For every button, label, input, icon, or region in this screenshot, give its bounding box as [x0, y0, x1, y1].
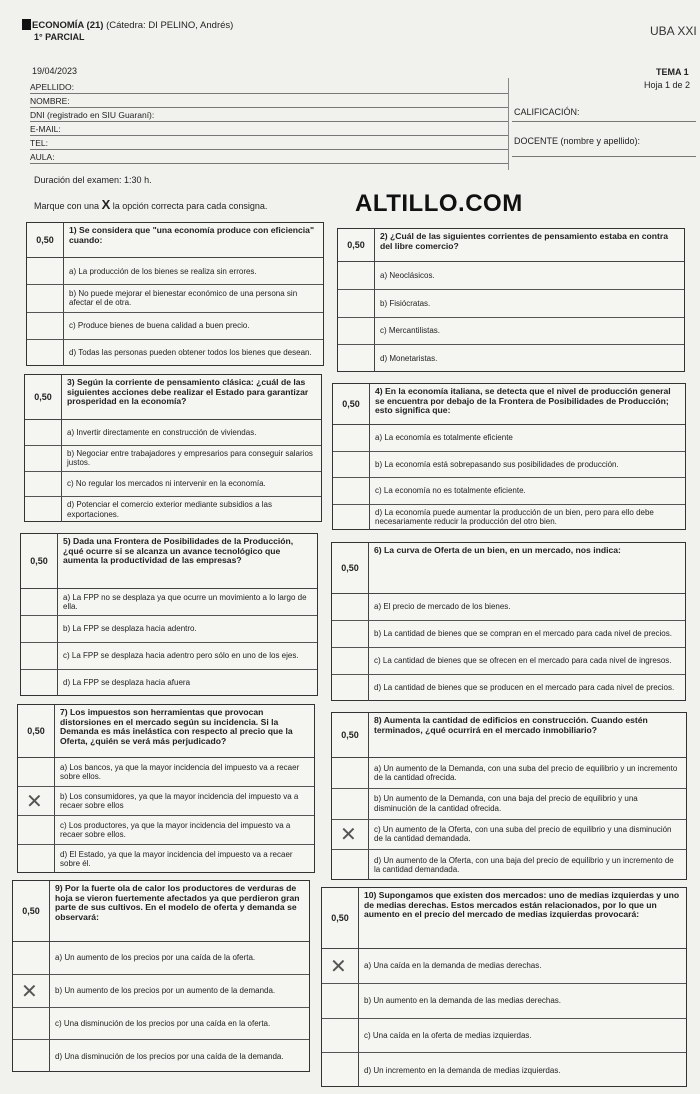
institution: UBA XXI: [650, 24, 697, 38]
question-points: 0,50: [332, 713, 369, 757]
answer-option[interactable]: [13, 942, 309, 975]
answer-text: d) Un aumento de la Oferta, con una baja del precio de equilibrio y un incremento de la cantidad demandada.: [374, 855, 674, 875]
answer-text: a) La economía es totalmente eficiente: [375, 433, 513, 443]
answer-checkbox[interactable]: [25, 472, 62, 497]
answer-text: b) La FPP se desplaza hacia adentro.: [63, 624, 197, 634]
answer-option[interactable]: [333, 505, 685, 531]
answer-text: a) El precio de mercado de los bienes.: [374, 602, 511, 612]
answer-option[interactable]: [332, 850, 686, 880]
answer-checkbox[interactable]: [338, 290, 375, 317]
field-email[interactable]: E-MAIL:: [30, 124, 61, 134]
question-8: [331, 712, 687, 880]
question-header: [25, 375, 321, 420]
handwritten-x-icon: ✕: [330, 953, 347, 978]
question-points: 0,50: [27, 223, 64, 257]
question-header: [338, 229, 684, 262]
answer-checkbox[interactable]: [27, 313, 64, 339]
answer-text: c) La economía no es totalmente eficiente.: [375, 486, 526, 496]
question-6: [331, 542, 686, 701]
answer-option[interactable]: [18, 758, 314, 787]
answer-checkbox[interactable]: [18, 787, 55, 815]
answer-text: b) Un aumento de los precios por un aumento de la demanda.: [55, 986, 276, 996]
answer-text: a) Un aumento de los precios por una caída de la oferta.: [55, 953, 256, 963]
answer-option[interactable]: [338, 318, 684, 346]
question-1: [26, 222, 324, 366]
field-calificacion-line: [512, 121, 696, 122]
field-apellido-line: [30, 93, 508, 94]
question-text: 2) ¿Cuál de las siguientes corrientes de pensamiento estaba en contra del libre comercio?: [380, 231, 668, 251]
answer-option[interactable]: [338, 262, 684, 290]
question-points: 0,50: [338, 229, 375, 261]
x-mark-icon: X: [101, 197, 111, 212]
field-calificacion[interactable]: CALIFICACIÓN:: [514, 107, 580, 117]
answer-checkbox[interactable]: [27, 340, 64, 366]
answer-checkbox[interactable]: [18, 758, 55, 786]
question-points: 0,50: [25, 375, 62, 419]
question-9: [12, 880, 310, 1072]
answer-option[interactable]: [332, 594, 685, 621]
answer-option[interactable]: [333, 478, 685, 505]
answer-option[interactable]: [332, 621, 685, 648]
question-header: [332, 713, 686, 758]
handwritten-x-icon: ✕: [26, 789, 43, 813]
answer-checkbox[interactable]: [332, 621, 369, 647]
field-dni-line: [30, 121, 508, 122]
question-header: [21, 534, 317, 589]
question-header: [18, 705, 314, 758]
answer-checkbox[interactable]: [332, 820, 369, 850]
page-indicator: Hoja 1 de 2: [644, 80, 691, 90]
answer-checkbox[interactable]: [18, 845, 55, 873]
answer-option[interactable]: [25, 472, 321, 498]
question-text: 5) Dada una Frontera de Posibilidades de la Producción, ¿qué ocurre si se alcanza un avance tecnológico que aumenta la productividad de las empresas?: [63, 536, 294, 566]
answer-text: a) Los bancos, ya que la mayor incidencia del impuesto va a recaer sobre ellos.: [60, 762, 300, 781]
question-text: 9) Por la fuerte ola de calor los productores de verduras de hoja se vieron fuertemente afectados ya que perdieron gran parte de sus cultivos. En el modelo de oferta y demanda se observará:: [55, 883, 300, 922]
answer-text: b) Negociar entre trabajadores y empresarios para conseguir salarios justos.: [67, 448, 313, 468]
answer-checkbox[interactable]: [21, 643, 58, 669]
field-dni[interactable]: DNI (registrado en SIU Guaraní):: [30, 110, 155, 120]
answer-option[interactable]: [322, 1019, 686, 1054]
question-7: [17, 704, 315, 873]
question-10: [321, 887, 687, 1087]
answer-checkbox[interactable]: [18, 816, 55, 844]
answer-option[interactable]: [25, 497, 321, 522]
question-points: 0,50: [322, 888, 359, 948]
answer-option[interactable]: [338, 345, 684, 372]
answer-checkbox[interactable]: [322, 1053, 359, 1087]
question-header: [332, 543, 685, 594]
question-text: 10) Supongamos que existen dos mercados: uno de medias izquierdas y uno de medias derechas. Estos mercados están relacionados, por lo que un aumento en el precio del mercado de medias izquierdas provocará:: [364, 890, 680, 920]
field-aula-line: [30, 163, 508, 164]
question-header: [13, 881, 309, 942]
answer-text: c) La FPP se desplaza hacia adentro pero sólo en uno de los ejes.: [63, 651, 299, 661]
answer-checkbox[interactable]: [333, 478, 370, 504]
answer-checkbox[interactable]: [333, 425, 370, 451]
answer-text: d) La economía puede aumentar la producción de un bien, pero para ello debe necesariamente reducir la producción del otro bien.: [375, 508, 654, 527]
answer-option[interactable]: [21, 616, 317, 643]
answer-text: a) La producción de los bienes se realiza sin errores.: [69, 266, 257, 276]
question-text: 1) Se considera que "una economía produce con eficiencia" cuando:: [69, 225, 315, 245]
exam-date: 19/04/2023: [32, 66, 78, 76]
answer-checkbox[interactable]: [333, 505, 370, 531]
field-tel-line: [30, 149, 508, 150]
question-2: [337, 228, 685, 372]
answer-text: c) Mercantilistas.: [380, 326, 441, 336]
question-points: 0,50: [13, 881, 50, 941]
answer-option[interactable]: [25, 420, 321, 446]
answer-text: a) Neoclásicos.: [380, 270, 435, 280]
answer-option[interactable]: [332, 648, 685, 675]
answer-checkbox[interactable]: [332, 594, 369, 620]
answer-checkbox[interactable]: [25, 420, 62, 445]
answer-text: b) La economía está sobrepasando sus posibilidades de producción.: [375, 459, 619, 469]
answer-text: c) Un aumento de la Oferta, con una suba del precio de equilibrio y una disminución de la cantidad demandada.: [374, 825, 672, 844]
answer-text: a) Una caída en la demanda de medias derechas.: [364, 961, 542, 971]
answer-option[interactable]: [27, 285, 323, 312]
question-text: 6) La curva de Oferta de un bien, en un mercado, nos indica:: [374, 545, 621, 555]
answer-checkbox[interactable]: [13, 942, 50, 974]
answer-text: c) Produce bienes de buena calidad a buen precio.: [69, 321, 250, 331]
answer-text: d) El Estado, ya que la mayor incidencia del impuesto va a recaer sobre él.: [60, 849, 293, 868]
answer-text: c) Una caída en la oferta de medias izquierdas.: [364, 1030, 532, 1040]
answer-checkbox[interactable]: [338, 262, 375, 289]
answer-checkbox[interactable]: [25, 497, 62, 522]
answer-option[interactable]: [18, 845, 314, 873]
answer-checkbox[interactable]: [25, 446, 62, 471]
answer-option[interactable]: [332, 758, 686, 789]
field-nombre-line: [30, 107, 508, 108]
answer-text: b) No puede mejorar el bienestar económico de una persona sin afectar el de otra.: [69, 289, 298, 308]
answer-checkbox[interactable]: [322, 1019, 359, 1053]
answer-option[interactable]: [322, 949, 686, 984]
answer-checkbox[interactable]: [338, 318, 375, 345]
answer-option[interactable]: [332, 789, 686, 820]
answer-checkbox[interactable]: [322, 949, 359, 983]
answer-option[interactable]: [13, 1008, 309, 1041]
answer-checkbox[interactable]: [21, 616, 58, 642]
answer-text: c) Los productores, ya que la mayor incidencia del impuesto va a recaer sobre ellos.: [60, 820, 291, 839]
answer-text: d) Monetaristas.: [380, 354, 438, 364]
question-text: 8) Aumenta la cantidad de edificios en construcción. Cuando estén terminados, ¿qué ocurrirá en el mercado inmobiliario?: [374, 715, 648, 735]
header-marker: [22, 19, 31, 30]
answer-option[interactable]: [13, 1040, 309, 1072]
answer-option[interactable]: [27, 340, 323, 366]
answer-text: d) Una disminución de los precios por una caída de la demanda.: [55, 1051, 284, 1061]
answer-option[interactable]: [322, 1053, 686, 1087]
field-nombre[interactable]: NOMBRE:: [30, 96, 70, 106]
answer-checkbox[interactable]: [21, 670, 58, 696]
question-points: 0,50: [21, 534, 58, 588]
answer-checkbox[interactable]: [332, 648, 369, 674]
answer-option[interactable]: [27, 258, 323, 285]
question-5: [20, 533, 318, 696]
question-points: 0,50: [333, 384, 370, 424]
answer-checkbox[interactable]: [322, 984, 359, 1018]
answer-text: c) Una disminución de los precios por una caída en la oferta.: [55, 1018, 271, 1028]
field-email-line: [30, 135, 508, 136]
answer-text: b) Los consumidores, ya que la mayor incidencia del impuesto va a recaer sobre ellos: [60, 791, 299, 810]
answer-text: b) Un aumento en la demanda de las medias derechas.: [364, 996, 562, 1006]
answer-option[interactable]: [13, 975, 309, 1008]
answer-option[interactable]: [21, 670, 317, 696]
answer-text: d) Un incremento en la demanda de medias izquierdas.: [364, 1065, 561, 1075]
question-4: [332, 383, 686, 530]
answer-text: a) Invertir directamente en construcción de viviendas.: [67, 427, 257, 437]
answer-checkbox[interactable]: [27, 285, 64, 311]
answer-checkbox[interactable]: [333, 452, 370, 478]
answer-option[interactable]: [332, 675, 685, 701]
answer-option[interactable]: [25, 446, 321, 472]
question-text: 4) En la economía italiana, se detecta que el nivel de producción general se encuentra por debajo de la Frontera de Posibilidades de Producción; esto significa que:: [375, 386, 671, 416]
answer-option[interactable]: [332, 820, 686, 851]
answer-option[interactable]: [21, 643, 317, 670]
field-aula[interactable]: AULA:: [30, 152, 55, 162]
answer-option[interactable]: [18, 816, 314, 845]
answer-checkbox[interactable]: [13, 975, 50, 1007]
answer-option[interactable]: [338, 290, 684, 318]
handwritten-x-icon: ✕: [340, 822, 357, 847]
answer-checkbox[interactable]: [332, 758, 369, 788]
instructions: Marque con una X la opción correcta para cada consigna.: [34, 197, 268, 212]
question-points: 0,50: [18, 705, 55, 757]
question-text: 7) Los impuestos son herramientas que provocan distorsiones en el mercado según su incidencia. Si la Demanda es más inelástica con respecto al precio que la Oferta, ¿quién se verá más perjudicado?: [60, 707, 293, 746]
answer-checkbox[interactable]: [332, 675, 369, 701]
tema-label: TEMA 1: [656, 67, 689, 77]
answer-text: d) Todas las personas pueden obtener todos los bienes que desean.: [69, 348, 312, 358]
answer-text: c) No regular los mercados ni intervenir en la economía.: [67, 479, 266, 489]
answer-option[interactable]: [322, 984, 686, 1019]
watermark: ALTILLO.COM: [355, 190, 523, 217]
answer-checkbox[interactable]: [338, 345, 375, 372]
answer-option[interactable]: [333, 425, 685, 452]
answer-text: b) Un aumento de la Demanda, con una baja del precio de equilibrio y una disminución de la cantidad ofrecida.: [374, 794, 638, 813]
field-apellido[interactable]: APELLIDO:: [30, 82, 74, 92]
answer-option[interactable]: [21, 589, 317, 616]
answer-text: b) La cantidad de bienes que se compran en el mercado para cada nivel de precios.: [374, 629, 672, 639]
handwritten-x-icon: ✕: [21, 978, 38, 1003]
field-docente[interactable]: DOCENTE (nombre y apellido):: [514, 136, 641, 146]
answer-text: d) Potenciar el comercio exterior mediante subsidios a las exportaciones.: [67, 500, 272, 519]
exam-duration: Duración del examen: 1:30 h.: [34, 175, 152, 185]
answer-text: a) La FPP no se desplaza ya que ocurre un movimiento a lo largo de ella.: [63, 592, 307, 611]
answer-option[interactable]: [27, 313, 323, 340]
fields-divider: [508, 78, 509, 170]
field-docente-line: [512, 156, 696, 157]
answer-text: d) La FPP se desplaza hacia afuera: [63, 678, 191, 688]
answer-text: a) Un aumento de la Demanda, con una suba del precio de equilibrio y un incremento de la cantidad ofrecida.: [374, 763, 678, 782]
answer-checkbox[interactable]: [332, 850, 369, 880]
answer-checkbox[interactable]: [21, 589, 58, 615]
answer-checkbox[interactable]: [27, 258, 64, 284]
answer-checkbox[interactable]: [332, 789, 369, 819]
answer-option[interactable]: [333, 452, 685, 479]
exam-name: 1° PARCIAL: [34, 32, 85, 42]
answer-option[interactable]: [18, 787, 314, 816]
question-header: [322, 888, 686, 949]
answer-text: b) Fisiócratas.: [380, 298, 431, 308]
question-header: [333, 384, 685, 425]
answer-checkbox[interactable]: [13, 1008, 50, 1040]
answer-checkbox[interactable]: [13, 1040, 50, 1072]
answer-text: c) La cantidad de bienes que se ofrecen en el mercado para cada nivel de ingresos.: [374, 656, 672, 666]
course-title: ECONOMÍA (21) (Cátedra: DI PELINO, Andrés): [32, 20, 234, 31]
question-points: 0,50: [332, 543, 369, 593]
field-tel[interactable]: TEL:: [30, 138, 48, 148]
answer-text: d) La cantidad de bienes que se producen en el mercado para cada nivel de precios.: [374, 683, 675, 693]
question-text: 3) Según la corriente de pensamiento clásica: ¿cuál de las siguientes acciones debe realizar el Estado para garantizar prosperidad en la economía?: [67, 377, 309, 407]
question-3: [24, 374, 322, 522]
question-header: [27, 223, 323, 258]
